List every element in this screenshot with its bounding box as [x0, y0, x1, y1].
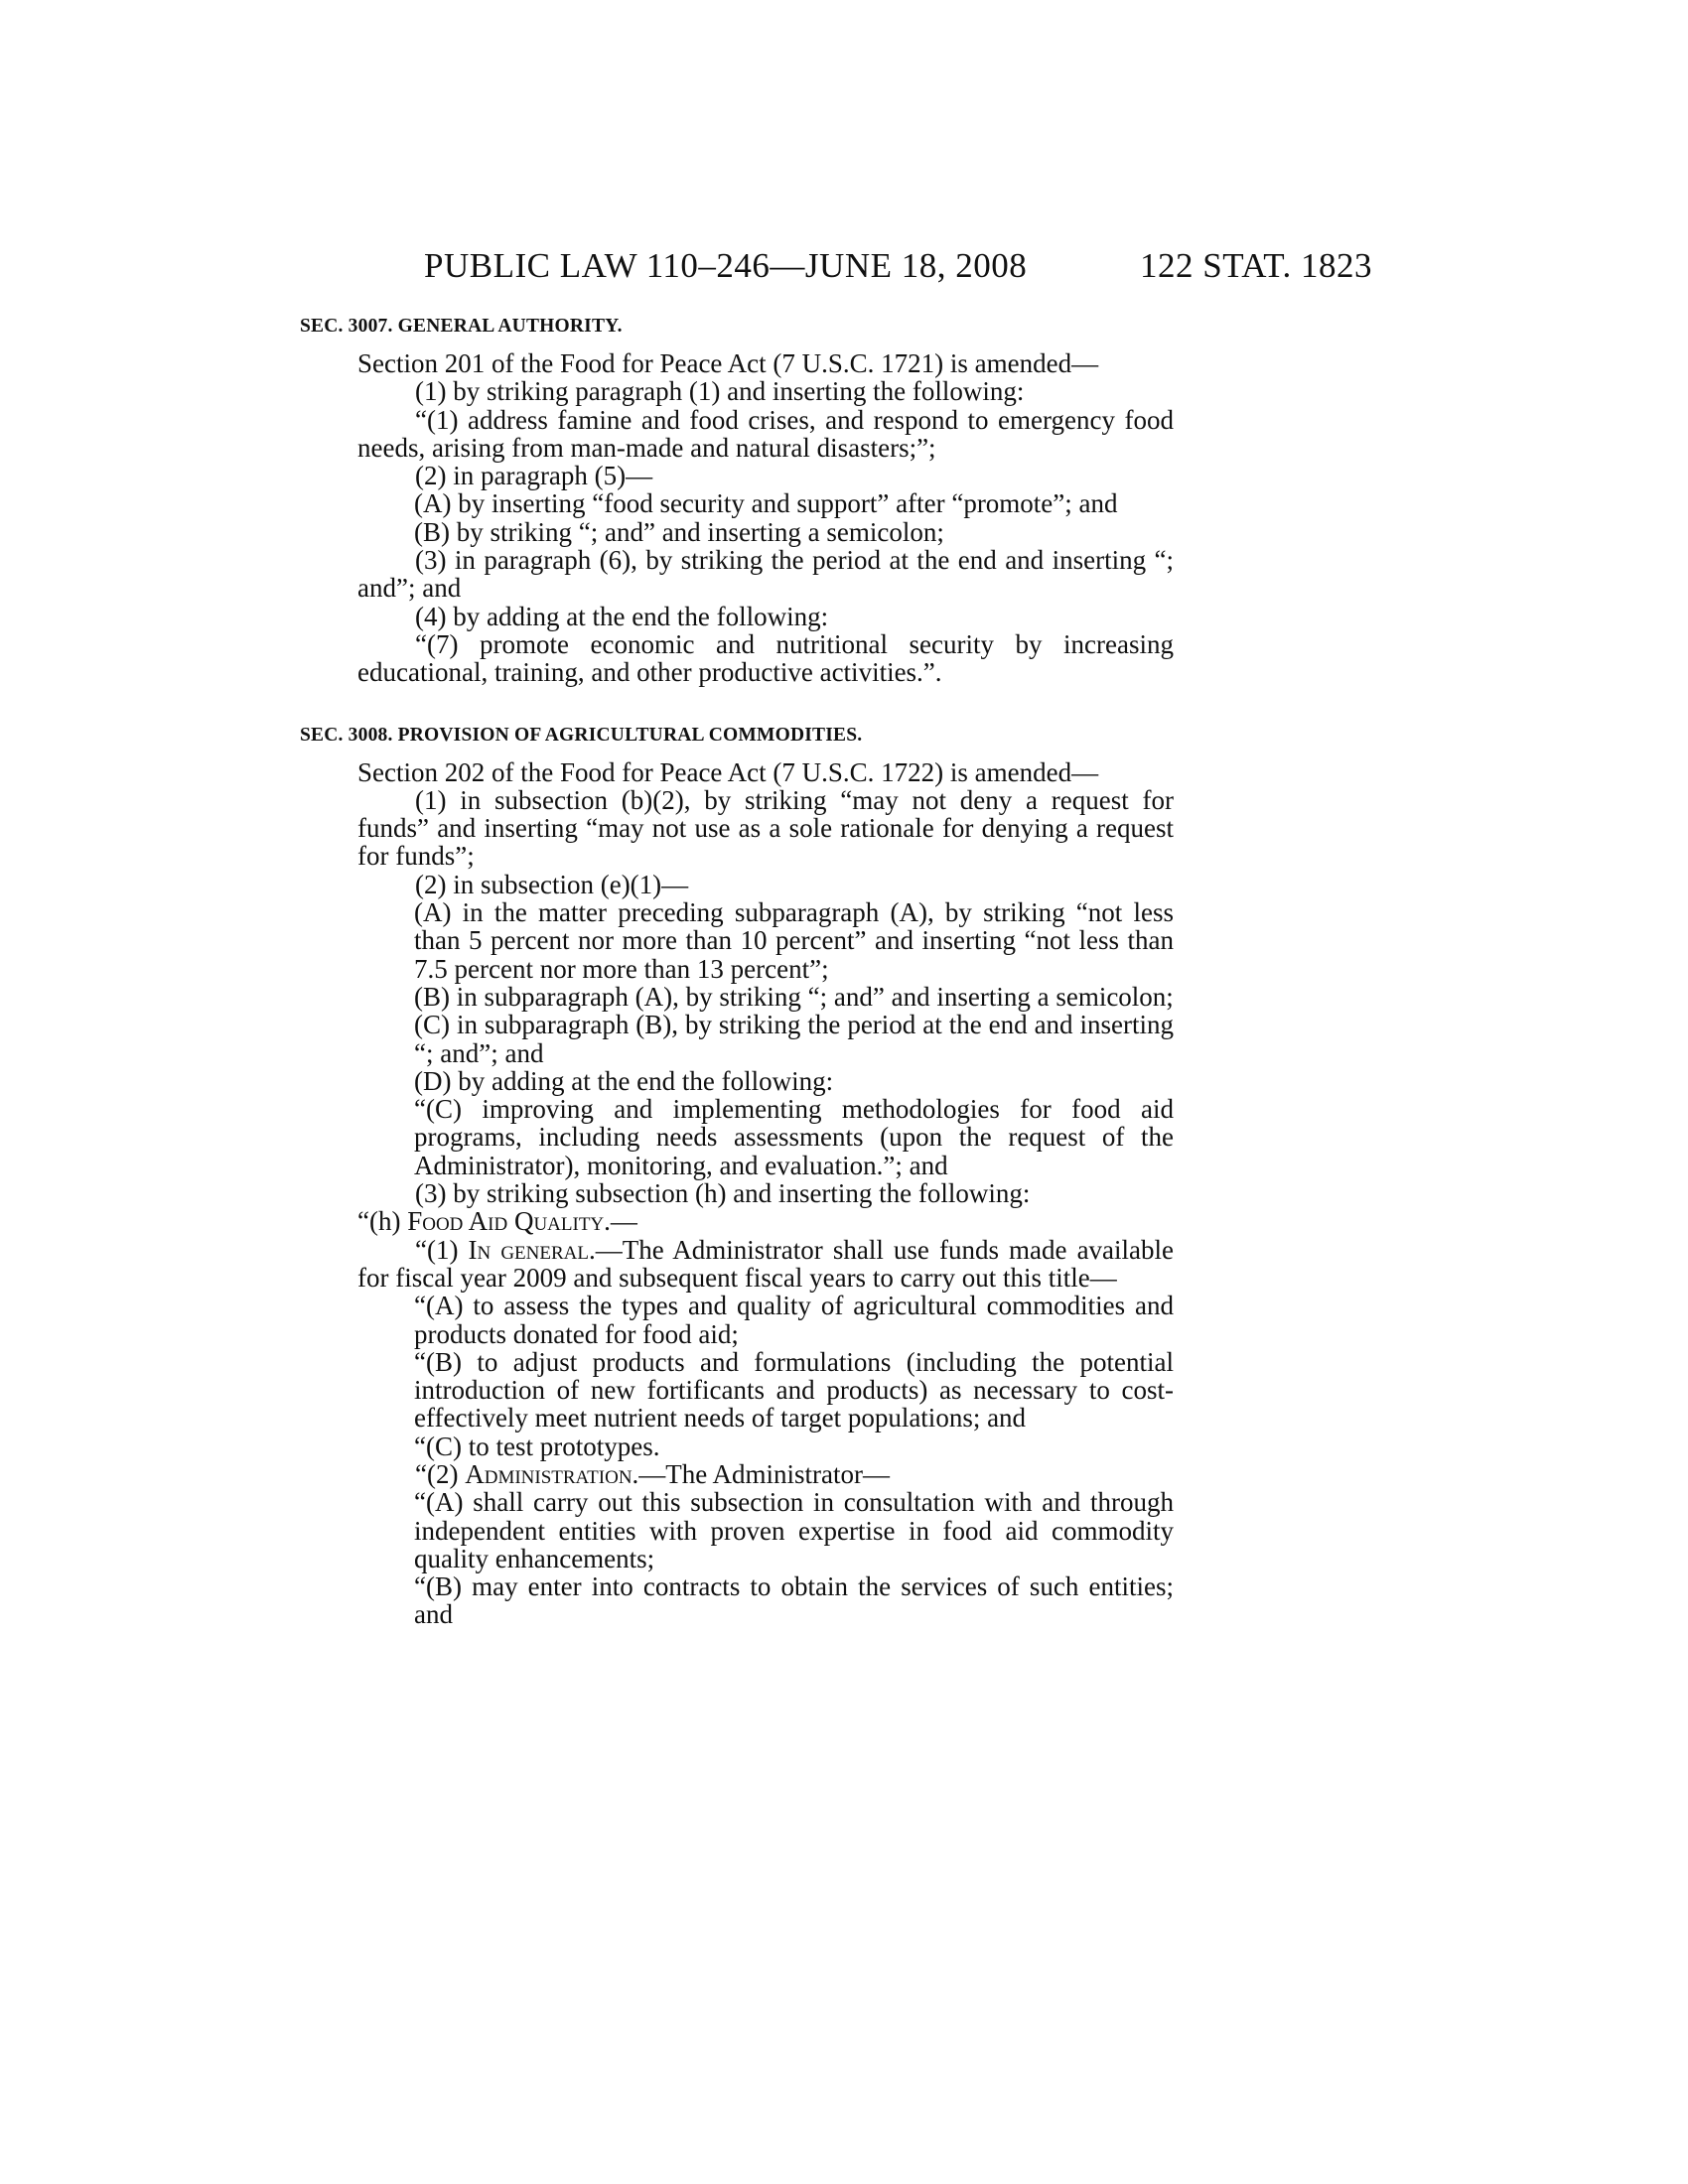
- paragraph-h1-b: “(B) to adjust products and formulations (including the potential introduction of new fortificants and products) as necessary to cost-effectively meet nutrient needs of target populations; and: [414, 1346, 1174, 1433]
- subsection-h-prefix: “(h): [357, 1206, 408, 1237]
- document-body: [300, 316, 1174, 1629]
- section-3008-item-2: (2) in subsection (e)(1)—: [415, 869, 689, 899]
- paragraph-h1: [300, 1236, 1174, 1293]
- statute-page-number: 122 STAT. 1823: [1140, 246, 1372, 285]
- paragraph-h2-prefix: “(2): [415, 1458, 466, 1489]
- subsection-h-heading: [300, 1207, 1174, 1235]
- section-3008-item-2-d-quote: “(C) improving and implementing methodologies for food aid programs, including needs assessments (upon the request of the Administrator), monitoring, and evaluation.”; and: [414, 1094, 1174, 1180]
- paragraph-h2: [300, 1460, 1174, 1488]
- paragraph-h1-text: .—The Administrator shall use funds made available for fiscal year 2009 and subsequent fiscal years to carry out this title—: [357, 1234, 1175, 1293]
- section-3008-item-2-a: (A) in the matter preceding subparagraph (A), by striking “not less than 5 percent nor more than 10 percent” and inserting “not less than 7.5 percent nor more than 13 percent”;: [414, 897, 1174, 984]
- public-law-title: PUBLIC LAW 110–246—JUNE 18, 2008: [424, 246, 1028, 285]
- paragraph-h1-title: In general: [468, 1234, 589, 1265]
- subsection-h-dash: .—: [604, 1206, 637, 1237]
- section-3008-heading: SEC. 3008. PROVISION OF AGRICULTURAL COMMODITIES.: [300, 724, 863, 746]
- section-3007-item-2-a: (A) by inserting “food security and support” after “promote”; and: [414, 488, 1118, 519]
- paragraph-h1-c: “(C) to test prototypes.: [414, 1431, 660, 1461]
- paragraph-h2-b: “(B) may enter into contracts to obtain the services of such entities; and: [414, 1571, 1174, 1630]
- section-3007-heading: SEC. 3007. GENERAL AUTHORITY.: [300, 316, 623, 337]
- section-3007-intro: Section 201 of the Food for Peace Act (7 U.S.C. 1721) is amended—: [357, 348, 1099, 378]
- section-3008-intro: Section 202 of the Food for Peace Act (7 U.S.C. 1722) is amended—: [357, 756, 1099, 787]
- paragraph-h2-a: “(A) shall carry out this subsection in consultation with and through independent entities with proven expertise in food aid commodity quality enhancements;: [414, 1487, 1174, 1573]
- subsection-h-title: Food Aid Quality: [407, 1206, 605, 1237]
- section-3008-item-2-c: (C) in subparagraph (B), by striking the period at the end and inserting “; and”; and: [414, 1010, 1174, 1068]
- paragraph-h2-text: .—The Administrator—: [632, 1458, 891, 1489]
- section-3007-item-1-quote: “(1) address famine and food crises, and respond to emergency food needs, arising from man-made and natural disasters;”;: [357, 404, 1174, 463]
- section-3007-item-2-b: (B) by striking “; and” and inserting a semicolon;: [414, 516, 944, 547]
- section-3008-item-2-d: (D) by adding at the end the following:: [414, 1065, 834, 1096]
- section-3007-item-4: (4) by adding at the end the following:: [415, 601, 829, 631]
- section-3008-item-1: (1) in subsection (b)(2), by striking “may not deny a request for funds” and inserting “may not use as a sole rationale for denying a request for funds”;: [357, 784, 1174, 872]
- section-3008-item-2-b: (B) in subparagraph (A), by striking “; and” and inserting a semicolon;: [414, 981, 1174, 1012]
- paragraph-h1-a: “(A) to assess the types and quality of agricultural commodities and products donated for food aid;: [414, 1291, 1174, 1349]
- paragraph-h2-title: Administration: [465, 1458, 633, 1489]
- section-3007-item-4-quote: “(7) promote economic and nutritional security by increasing educational, training, and other productive activities.”.: [357, 628, 1174, 688]
- section-3007-item-1: (1) by striking paragraph (1) and inserting the following:: [415, 376, 1025, 407]
- section-3007-item-3: (3) in paragraph (6), by striking the period at the end and inserting “; and”; and: [357, 545, 1174, 604]
- section-3008-item-3: (3) by striking subsection (h) and inserting the following:: [415, 1178, 1031, 1209]
- paragraph-h1-prefix: “(1): [415, 1234, 469, 1265]
- running-header: [300, 246, 1372, 294]
- section-3007-item-2: (2) in paragraph (5)—: [415, 461, 653, 491]
